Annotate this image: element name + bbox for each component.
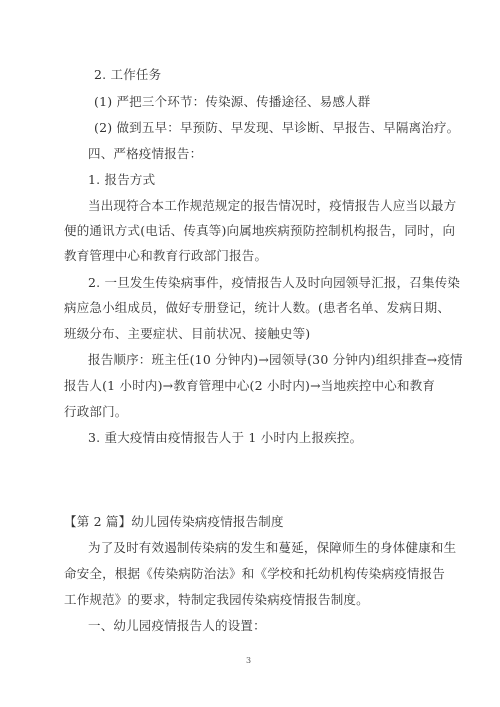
page-number: 3 [246,656,252,665]
report-order-line: 报告顺序：班主任(10 分钟内)→园领导(30 分钟内)组织排查→疫情 [88,352,463,367]
incident-report-line: 2. 一旦发生传染病事件，疫情报告人及时向园领导汇报，召集传染 [88,275,461,290]
tasks-heading: 2. 工作任务 [94,67,162,82]
report-method-line: 当出现符合本工作规范规定的报告情况时，疫情报告人应当以最方 [88,198,457,213]
major-outbreak-line: 3. 重大疫情由疫情报告人于 1 小时内上报疾控。 [88,430,363,445]
article-2-intro-line: 为了及时有效遏制传染病的发生和蔓延，保障师生的身体健康和生 [88,540,457,555]
tasks-item-2: (2) 做到五早：早预防、早发现、早诊断、早报告、早隔离治疗。 [94,120,460,135]
incident-report-line: 病应急小组成员，做好专册登记，统计人数。(患者名单、发病日期、 [64,300,451,315]
report-method-line: 教育管理中心和教育行政部门报告。 [64,248,268,263]
tasks-item-1: (1) 严把三个环节：传染源、传播途径、易感人群 [94,94,371,109]
section-four-heading: 四、严格疫情报告： [88,146,203,161]
article-2-intro-line: 工作规范》的要求，特制定我园传染病疫情报告制度。 [64,592,369,607]
article-2-intro-line: 命安全，根据《传染病防治法》和《学校和托幼机构传染病疫情报告 [64,566,446,581]
report-order-line: 报告人(1 小时内)→教育管理中心(2 小时内)→当地疾控中心和教育 [64,378,436,393]
article-2-title: 【第 2 篇】幼儿园传染病疫情报告制度 [64,514,284,529]
report-method-heading: 1. 报告方式 [88,172,156,187]
report-method-line: 便的通讯方式(电话、传真等)向属地疾病预防控制机构报告，同时，向 [64,223,456,238]
incident-report-line: 班级分布、主要症状、目前状况、接触史等) [64,326,311,341]
report-order-line: 行政部门。 [64,404,128,419]
reporter-setup-heading: 一、幼儿园疫情报告人的设置： [88,618,266,633]
